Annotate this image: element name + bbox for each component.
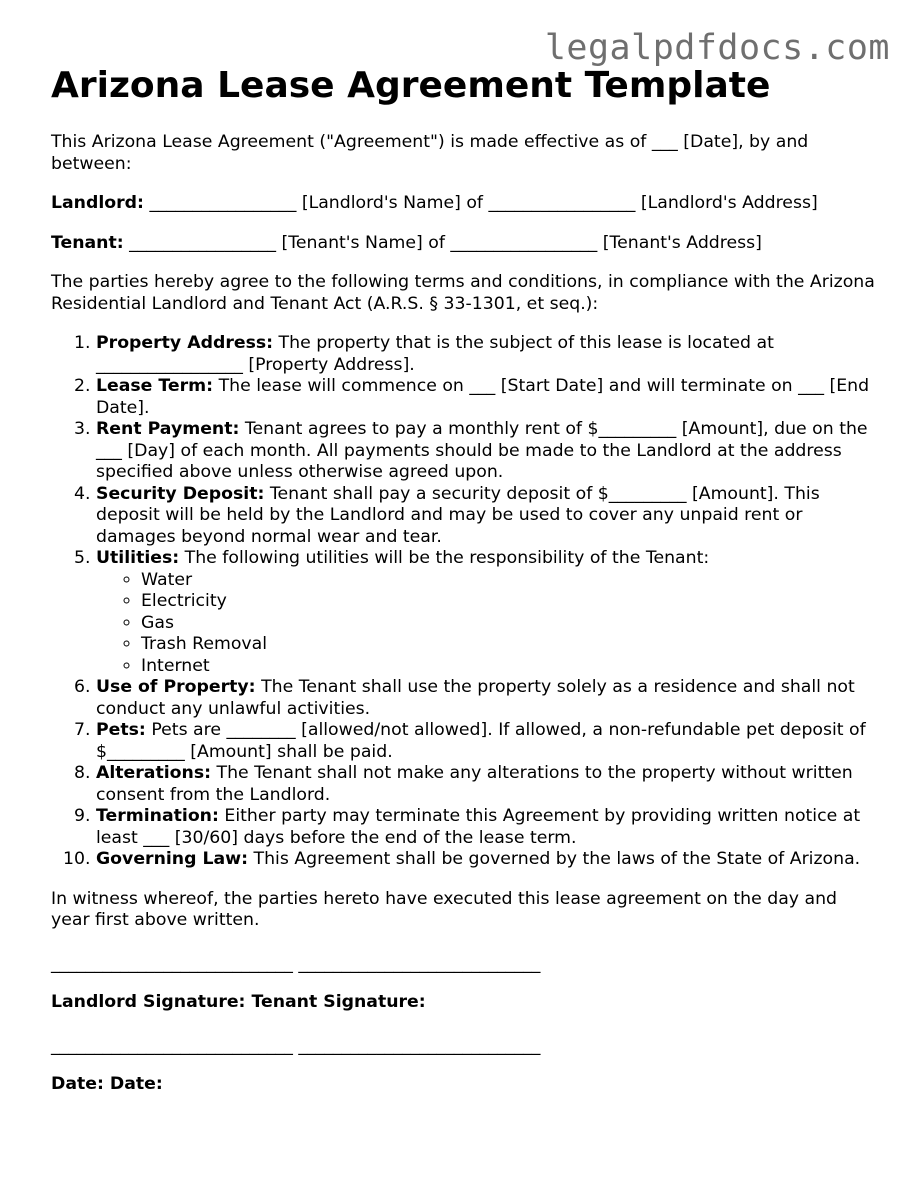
term-use-of-property [96, 677, 881, 720]
tenant-line [51, 233, 881, 255]
signature-labels: Landlord Signature: Tenant Signature: [51, 992, 426, 1012]
utility-item: ◦ Water [141, 570, 881, 592]
intro-paragraph: This Arizona Lease Agreement ("Agreement") is made effective as of ___ [Date], by and between: [51, 132, 809, 174]
utilities-list [96, 570, 881, 678]
landlord-label: Landlord: [51, 193, 144, 213]
term-label: Governing Law: [96, 849, 249, 869]
term-label: Property Address: [96, 333, 274, 353]
term-label: Pets: [96, 720, 146, 740]
tenant-text: _________________ [Tenant's Name] of _________________ [Tenant's Address] [123, 232, 762, 253]
term-security-deposit [96, 484, 881, 549]
landlord-text: _________________ [Landlord's Name] of _________________ [Landlord's Address] [143, 193, 818, 213]
term-lease-term [96, 376, 881, 419]
term-governing-law [96, 849, 881, 871]
term-text: Tenant agrees to pay a monthly rent of $_________ [Amount], due on the ___ [Day] of each month. All payments should be made to the Landlord at the address specified above unless otherwise agreed upon. [96, 419, 868, 482]
utility-item: ◦ Trash Removal [141, 634, 881, 656]
term-label: Security Deposit: [96, 483, 265, 504]
term-alterations [96, 763, 881, 806]
term-termination [96, 806, 881, 849]
document [51, 64, 881, 1096]
utility-item: ◦ Internet [141, 656, 881, 678]
term-rent-payment [96, 419, 881, 484]
term-label: Use of Property: [96, 677, 256, 697]
term-label: Alterations: [96, 763, 212, 783]
term-property-address [96, 333, 881, 376]
term-text: This Agreement shall be governed by the laws of the State of Arizona. [248, 849, 861, 869]
landlord-line [51, 193, 881, 215]
utility-item: ◦ Gas [141, 613, 881, 635]
term-text: The following utilities will be the responsibility of the Tenant: [179, 548, 710, 568]
term-label: Utilities: [96, 548, 180, 568]
parties-paragraph: The parties hereby agree to the following terms and conditions, in compliance with the Arizona Residential Landlord and Tenant Act (A.R.S. § 33-1301, et seq.): [51, 272, 875, 314]
date-lines: ____________________________ ____________________________ [51, 1035, 541, 1056]
terms-list [51, 333, 881, 871]
utility-item: ◦ Electricity [141, 591, 881, 613]
page-title: Arizona Lease Agreement Template [51, 65, 771, 106]
watermark: legalpdfdocs.com [544, 28, 890, 68]
term-pets [96, 720, 881, 763]
term-text: The property that is the subject of this lease is located at _________________ [Property Address]. [96, 333, 774, 375]
term-text: The Tenant shall use the property solely as a residence and shall not conduct any unlawful activities. [96, 677, 855, 719]
term-utilities [96, 548, 881, 677]
term-label: Rent Payment: [96, 419, 240, 439]
term-text: Either party may terminate this Agreement by providing written notice at least ___ [30/60] days before the end of the lease term. [96, 806, 861, 848]
term-text: The Tenant shall not make any alterations to the property without written consent from the Landlord. [96, 763, 853, 805]
term-label: Lease Term: [96, 376, 214, 396]
signature-lines: ____________________________ ____________________________ [51, 953, 541, 974]
term-label: Termination: [96, 806, 219, 826]
date-labels: Date: Date: [51, 1074, 163, 1094]
witness-paragraph: In witness whereof, the parties hereto have executed this lease agreement on the day and year first above written. [51, 888, 838, 930]
tenant-label: Tenant: [51, 232, 124, 253]
term-text: Pets are ________ [allowed/not allowed]. If allowed, a non-refundable pet deposit of $_________ [Amount] shall be paid. [96, 720, 866, 762]
term-text: Tenant shall pay a security deposit of $_________ [Amount]. This deposit will be held by the Landlord and may be used to cover any unpaid rent or damages beyond normal wear and tear. [96, 483, 820, 547]
term-text: The lease will commence on ___ [Start Date] and will terminate on ___ [End Date]. [96, 376, 870, 418]
